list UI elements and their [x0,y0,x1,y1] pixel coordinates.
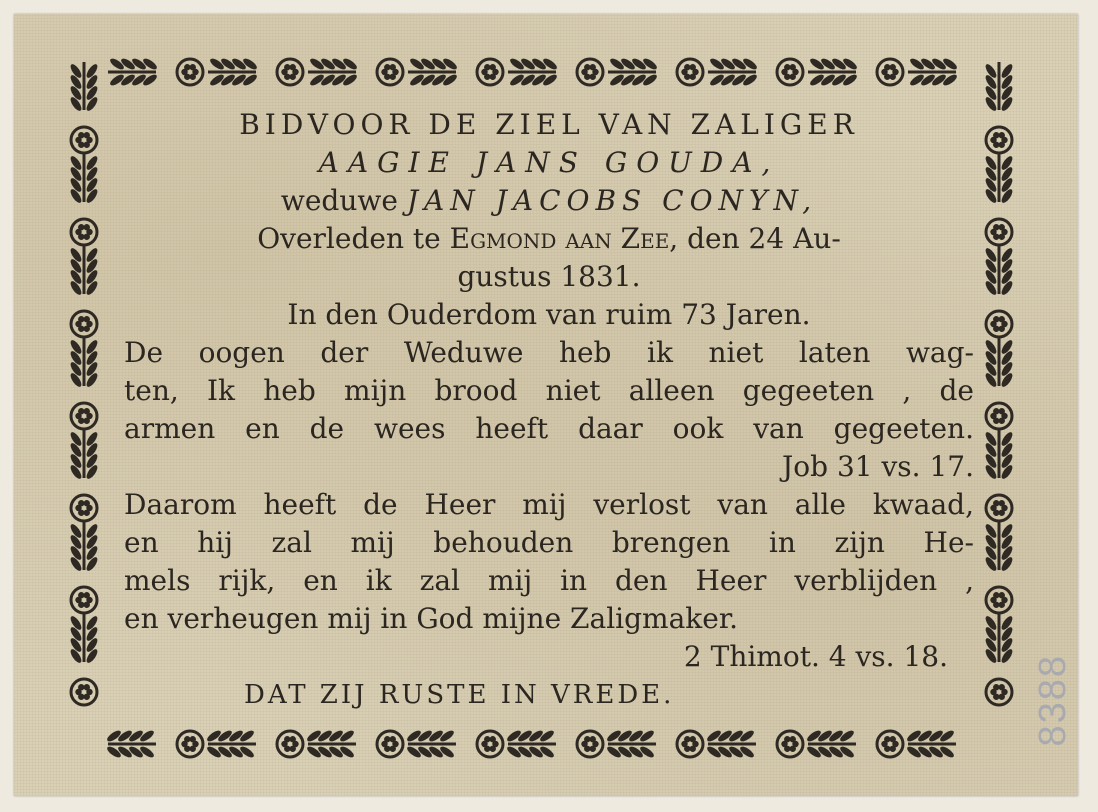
palmette-icon [69,614,100,665]
death-place: Egmond aan Zee, [449,222,679,255]
rosette-icon [177,731,203,757]
palmette-icon [105,729,156,760]
rosette-icon [71,127,97,153]
verse2-line: Daarom heeft de Heer mij verlost van alle kwaad, [124,488,974,521]
rosette-icon [71,403,97,429]
archive-stamp-number: 8388 [1032,654,1074,747]
palmette-icon [984,246,1015,297]
palmette-icon [708,57,759,88]
rosette-icon [71,587,97,613]
rosette-icon [577,731,603,757]
verse2-line: en verheugen mij in God mijne Zaligmaker. [124,602,739,635]
rosette-icon [71,495,97,521]
palmette-icon [108,57,159,88]
palmette-icon [69,246,100,297]
palmette-icon [608,57,659,88]
rosette-icon [877,731,903,757]
widow-prefix: weduwe [280,184,398,217]
rosette-icon [477,731,503,757]
palmette-icon [984,62,1015,113]
palmette-icon [405,729,456,760]
palmette-icon [308,57,359,88]
rosette-icon [986,587,1012,613]
rosette-icon [71,311,97,337]
palmette-icon [69,522,100,573]
verse1-line: De oogen der Weduwe heb ik niet laten wag- [124,336,974,369]
rosette-icon [377,59,403,85]
palmette-icon [69,154,100,205]
palmette-icon [69,62,100,113]
deceased-name: AAGIE JANS GOUDA, [318,146,780,179]
verse1-line: armen en de wees heeft daar ook van gegeeten. [124,412,974,445]
rosette-icon [677,59,703,85]
rosette-icon [777,59,803,85]
palmette-icon [805,729,856,760]
card-text [124,106,974,714]
rosette-icon [577,59,603,85]
palmette-icon [505,729,556,760]
rosette-icon [477,59,503,85]
verse2-line: mels rijk, en ik zal mij in den Heer verblijden , [124,564,974,597]
rosette-icon [986,127,1012,153]
widow-name: JAN JACOBS CONYN, [406,184,818,217]
verse2-line: en hij zal mij behouden brengen in zijn He- [124,526,974,559]
palmette-icon [905,729,956,760]
palmette-icon [69,338,100,389]
palmette-icon [305,729,356,760]
death-date: gustus 1831. [457,260,641,293]
palmette-icon [605,729,656,760]
memorial-card [14,14,1078,796]
palmette-icon [208,57,259,88]
palmette-icon [984,614,1015,665]
widow-line [124,182,974,220]
rosette-icon [986,403,1012,429]
rosette-icon [986,219,1012,245]
palmette-icon [69,430,100,481]
rosette-icon [377,731,403,757]
closing-line: DAT ZIJ RUSTE IN VREDE. [244,680,675,710]
rosette-icon [986,495,1012,521]
rosette-icon [986,311,1012,337]
verse1-reference: Job 31 vs. 17. [782,450,974,483]
rosette-icon [986,679,1012,705]
age-line: In den Ouderdom van ruim 73 Jaren. [287,298,811,331]
palmette-icon [508,57,559,88]
palmette-icon [705,729,756,760]
verse2-reference: 2 Thimot. 4 vs. 18. [683,640,948,673]
palmette-icon [984,522,1015,573]
palmette-icon [205,729,256,760]
palmette-icon [908,57,959,88]
rosette-icon [277,731,303,757]
death-text-b: den 24 Au- [687,222,841,255]
rosette-icon [677,731,703,757]
palmette-icon [984,430,1015,481]
verse1-line: ten, Ik heb mijn brood niet alleen gegeeten , de [124,374,974,407]
heading: BIDVOOR DE ZIEL VAN ZALIGER [239,108,859,141]
rosette-icon [277,59,303,85]
rosette-icon [777,731,803,757]
palmette-icon [984,338,1015,389]
rosette-icon [877,59,903,85]
death-text-a: Overleden te [257,222,441,255]
death-line [124,220,974,258]
rosette-icon [177,59,203,85]
palmette-icon [984,154,1015,205]
palmette-icon [408,57,459,88]
palmette-icon [808,57,859,88]
rosette-icon [71,679,97,705]
rosette-icon [71,219,97,245]
